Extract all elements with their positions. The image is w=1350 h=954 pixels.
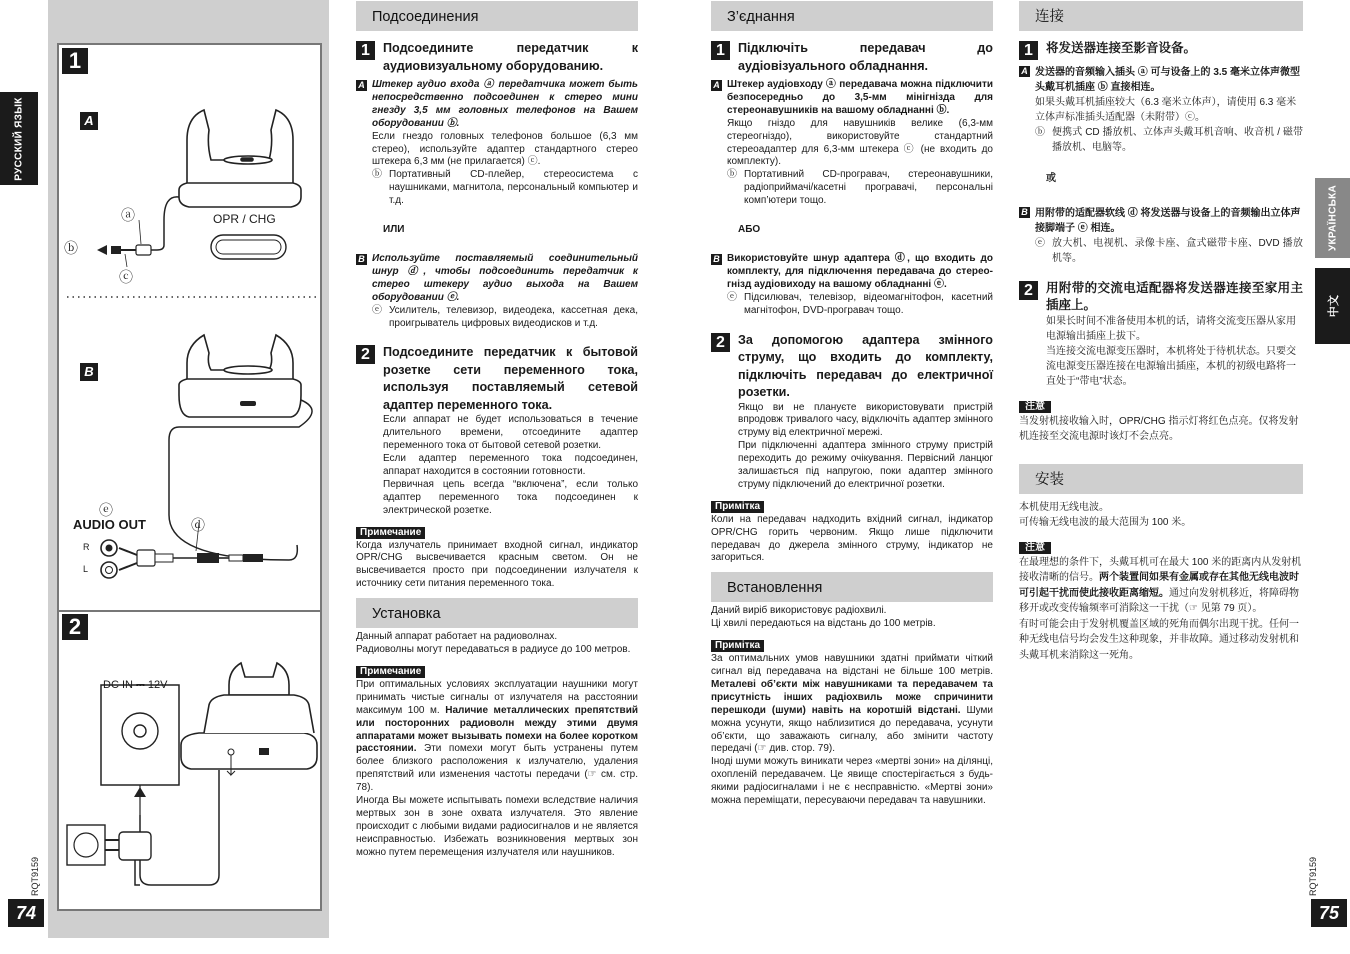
- zh-option-b: [1019, 206, 1303, 266]
- zh-or: 或: [1046, 173, 1056, 184]
- zh-option-b-letter: B: [1019, 207, 1030, 218]
- transmitter-drawing-a: [59, 45, 324, 913]
- zh-option-a: [1019, 65, 1303, 155]
- illustration-letter-a: A: [80, 112, 98, 130]
- ru-header-install: Установка: [356, 598, 638, 628]
- ua-install-p2: Ці хвилі передаються на відстань до 100 метрів.: [711, 618, 936, 630]
- zh-step-1-title: 将发送器连接至影音设备。: [1046, 41, 1197, 55]
- ua-option-b-text: Використовуйте шнур адаптера ⓓ, що входить до комплекту, для підключення передавача до стерео-гнізд аудіовиходу на вашому обладнанні ⓔ.: [727, 252, 993, 290]
- ua-option-a-letter: A: [711, 80, 722, 91]
- ua-option-b-letter: B: [711, 254, 722, 265]
- ru-note-label-1: Примечание: [356, 527, 425, 539]
- ru-option-b-letter: B: [356, 254, 367, 265]
- ua-option-a-item-b: ⓑ Портативний CD-програвач, стереонавушники, радіоприймачі/касетні програвачі, персональні комп’ютери тощо.: [727, 169, 993, 207]
- ua-option-b-item-e: ⓔ Підсилювач, телевізор, відеомагнітофон, касетний магнітофон, DVD-програвач тощо.: [727, 291, 993, 316]
- language-tab-ukrainian: УКРАЇНСЬКА: [1315, 178, 1350, 258]
- zh-note-label-2: 注意: [1019, 542, 1051, 554]
- ru-note-label-2: Примечание: [356, 666, 425, 678]
- zh-option-a-letter: A: [1019, 66, 1030, 77]
- ru-option-b-text: Используйте поставляемый соединительный шнур ⓓ, чтобы подсоединить передатчик к стерео штекеру аудио выхода на Вашем оборудовании ⓔ.: [372, 252, 638, 303]
- audio-out-label: AUDIO OUT: [73, 517, 146, 532]
- ua-note-2-extra: Іноді шуми можуть виникати через «мертві зони» на ділянці, охопленій передавачем. Це явище спостерігається з будь-якими радіосигналами і не є несправністю. «Мертві зони» можна переміщати, пересуваючи передавач та навушники.: [711, 756, 993, 807]
- zh-step-2-num: 2: [1019, 281, 1038, 300]
- chinese-column: [1019, 0, 1303, 663]
- ua-or: АБО: [738, 224, 761, 236]
- ru-option-b-item-e: ⓔ Усилитель, телевизор, видеодека, кассетная дека, проигрыватель цифровых видеодисков и т.д.: [372, 304, 638, 329]
- language-tab-russian: РУССКИЙ ЯЗЫК: [0, 92, 38, 185]
- ru-note-1: Когда излучатель принимает входной сигнал, индикатор OPR/CHG высвечивается красным светом. Он не высвечивается просто при подсоединении излучателя к источнику сети питания переменного тока.: [356, 539, 638, 590]
- ru-note-2-extra: Иногда Вы можете испытывать помехи вследствие наличия мертвых зон в зоне охвата излучателя. Это явление происходит с любыми видами радиосигналов и не является неисправностью. Избежать возникновения мертвых зон можно путем перемещения излучателя или наушников.: [356, 795, 638, 858]
- page-number-right: 75: [1311, 899, 1347, 927]
- zh-option-b-text: 用附带的适配器软线 ⓓ 将发送器与设备上的音频输出立体声接脚端子 ⓔ 相连。: [1035, 207, 1301, 234]
- opr-chg-label: OPR / CHG: [213, 212, 276, 226]
- zh-note-label-1: 注意: [1019, 401, 1051, 413]
- ru-install-p2: Радиоволны могут передаваться в радиусе до 100 метров.: [356, 644, 631, 656]
- callout-c: ⓒ: [119, 269, 133, 285]
- zh-option-a-note: 如果头戴耳机插座较大（6.3 毫米立体声），请使用 6.3 毫米立体声标准插头适配器（未附带）ⓒ。: [1035, 97, 1297, 123]
- zh-step-2-p2: 当连接交流电源变压器时，本机将处于待机状态。只要交流电源变压器连接在电源输出插座，本机的初级电路将一直处于“带电”状态。: [1046, 345, 1296, 387]
- zh-install-p1: 本机使用无线电波。: [1019, 501, 1109, 513]
- language-tab-chinese: 中文: [1315, 268, 1350, 344]
- ua-step-2-p2: При підключенні адаптера змінного струму пристрій переходить до режиму очікування. Первісний ланцюг залишається під напругою, поки адаптер змінного струму підключений до електричної розетки.: [738, 440, 993, 490]
- ru-step-1-title: Подсоедините передатчик к аудиовизуальному оборудованию.: [383, 41, 638, 73]
- ua-note-label-2: Примітка: [711, 640, 764, 652]
- zh-install-p2: 可传输无线电波的最大范围为 100 米。: [1019, 516, 1192, 528]
- ru-option-b: [356, 253, 638, 330]
- ru-option-a-note: Если гнездо головных телефонов большое (6,3 мм стерео), используйте адаптер стандартного стерео штекера 6,3 мм (не прилагается) ⓒ.: [372, 130, 638, 168]
- illustration-step-2: 2: [62, 614, 88, 640]
- ua-step-1-title: Підключіть передавач до аудіовізуального обладнання.: [738, 41, 993, 73]
- zh-option-a-item-b: ⓑ 便携式 CD 播放机、立体声头戴耳机音响、收音机 / 磁带播放机、电脑等。: [1035, 127, 1303, 153]
- ua-option-a-note: Якщо гніздо для навушників велике (6,3-мм стереогніздо), використовуйте стандартний стереоадаптер для 6,3-мм штекера ⓒ (не входить до комплекту).: [727, 117, 993, 168]
- zh-step-1-num: 1: [1019, 41, 1038, 60]
- ru-option-a: [356, 79, 638, 208]
- ua-step-1: [711, 40, 993, 75]
- ru-step-1-num: 1: [356, 41, 375, 60]
- ua-option-b: [711, 253, 993, 318]
- callout-b: ⓑ: [64, 240, 78, 256]
- ua-step-2-title: За допомогою адаптера змінного струму, що входить до комплекту, підключіть передавач до електричної розетки.: [738, 332, 993, 399]
- ru-step-2-num: 2: [356, 345, 375, 364]
- zh-header-install: 安装: [1019, 464, 1303, 494]
- ua-header-install: Встановлення: [711, 572, 993, 602]
- zh-note-1: 当发射机接收输入时，OPR/CHG 指示灯将红色点亮。仅将发射机连接至交流电源时该灯不会点亮。: [1019, 415, 1299, 442]
- callout-e: ⓔ: [99, 502, 113, 518]
- ru-option-a-text: Штекер аудио входа ⓐ передатчика может быть непосредственно подсоединен к стерео мини гнезду 3,5 мм головных телефонов на Вашем оборудовании ⓑ.: [372, 79, 638, 129]
- dc-in-label: DC IN ⎓ 12V: [103, 679, 168, 691]
- ua-option-a: [711, 79, 993, 208]
- zh-step-2-p1: 如果长时间不准备使用本机的话，请将交流变压器从家用电源输出插座上拔下。: [1046, 315, 1296, 342]
- ua-step-2-num: 2: [711, 333, 730, 352]
- illustration-step-1: 1: [62, 48, 88, 74]
- ua-option-a-text: Штекер аудіовходу ⓐ передавача можна підключити безпосередньо до 3,5-мм мінігнізда для стереонавушників на вашому обладнанні ⓑ.: [727, 79, 993, 116]
- ru-step-2-title: Подсоедините передатчик к бытовой розетке сети переменного тока, используя поставляемый сетевой адаптер переменного тока.: [383, 345, 638, 412]
- ru-step-2-p3: Первичная цепь всегда “включена”, если только адаптер переменного тока подсоединен к электрической розетке.: [383, 478, 638, 516]
- ua-install-p1: Даний виріб використовує радіохвилі.: [711, 605, 887, 617]
- ru-header-connect: Подсоединения: [356, 1, 638, 31]
- ru-or: ИЛИ: [383, 224, 405, 236]
- russian-column: [356, 0, 638, 860]
- illustration-letter-b: B: [80, 363, 98, 381]
- zh-step-2-title: 用附带的交流电适配器将发送器连接至家用主插座上。: [1046, 280, 1303, 312]
- ru-option-a-item-b: ⓑ Портативный CD-плейер, стереосистема с наушниками, магнитола, персональный компьютер и т.д.: [372, 169, 638, 207]
- ua-header-connect: З’єднання: [711, 1, 993, 31]
- ru-step-1: [356, 40, 638, 75]
- zh-step-2: [1019, 280, 1303, 389]
- zh-step-1: [1019, 40, 1303, 57]
- ua-step-2-p1: Якщо ви не плануєте використовувати пристрій впродовж тривалого часу, відключіть адаптер змінного струму від електричної мережі.: [738, 401, 993, 439]
- zh-note-2: 在最理想的条件下，头戴耳机可在最大 100 米的距离内从发射机接收清晰的信号。两个装置间如果有金属或存在其他无线电波时可引起干扰而使此接收距离缩短。通过向发射机移近，将障碍物移开或改变传输频率可消除这一干扰（☞ 见第 79 页）。: [1019, 556, 1302, 615]
- ru-install-p1: Данный аппарат работает на радиоволнах.: [356, 631, 558, 643]
- page-number-left: 74: [8, 899, 44, 927]
- zh-note-2-extra: 有时可能会由于发射机覆盖区域的死角而偶尔出现干扰。任何一种无线电信号均会发生这种现象，并非故障。通过移动发射机和头戴耳机来消除这一死角。: [1019, 618, 1299, 661]
- ru-option-a-letter: A: [356, 80, 367, 91]
- callout-a: ⓐ: [121, 207, 135, 223]
- ukrainian-column: [711, 0, 993, 808]
- zh-option-b-item-e: ⓔ 放大机、电视机、录像卡座、盒式磁带卡座、DVD 播放机等。: [1035, 237, 1303, 264]
- jack-label-r: R: [83, 542, 90, 552]
- ru-note-2: При оптимальных условиях эксплуатации наушники могут принимать чистые сигналы от излучателя на расстоянии максимум 100 м. Наличие металлических препятствий или посторонних радиоволн между этими двумя аппаратами может вызывать помехи на более коротком расстоянии. Эти помехи могут быть устранены путем более близкого расположения к излучателю, удаления препятствий или изменения частоты передачи (☞ см. стр. 78).: [356, 678, 638, 794]
- ru-step-2-p2: Если адаптер переменного тока подсоединен, аппарат находится в состоянии готовности.: [383, 453, 638, 478]
- ua-note-label-1: Примітка: [711, 501, 764, 513]
- ua-step-1-num: 1: [711, 41, 730, 60]
- jack-label-l: L: [83, 564, 89, 574]
- illustration-panel: [57, 43, 322, 911]
- callout-d: ⓓ: [191, 517, 205, 533]
- zh-header-connect: 连接: [1019, 1, 1303, 31]
- zh-option-a-text: 发送器的音频输入插头 ⓐ 可与设备上的 3.5 毫米立体声微型头戴耳机插座 ⓑ 直接相连。: [1035, 67, 1301, 93]
- ru-step-2: [356, 344, 638, 517]
- ru-step-2-p1: Если аппарат не будет использоваться в течение длительного времени, отсоедините адаптер переменного тока от бытовой сетевой розетки.: [383, 414, 638, 452]
- ua-note-1: Коли на передавач надходить вхідний сигнал, індикатор OPR/CHG горить червоним. Якщо лише підключити передавач до джерела змінного струму, індикатор не загориться.: [711, 513, 993, 564]
- ua-note-2: За оптимальних умов навушники здатні приймати чіткий сигнал від передавача на відстані не більше 100 метрів. Металеві об’єкти між навушниками та передавачем та присутність інших радіохвиль може спричинити перешкоди (шуми) навіть на коротшій відстані. Шуми можна усунути, якщо наблизитися до передавача, усунути об’єкти, що заважають сигналу, або змінити частоту передачі (☞ див. стор. 79).: [711, 653, 993, 755]
- ua-step-2: [711, 332, 993, 492]
